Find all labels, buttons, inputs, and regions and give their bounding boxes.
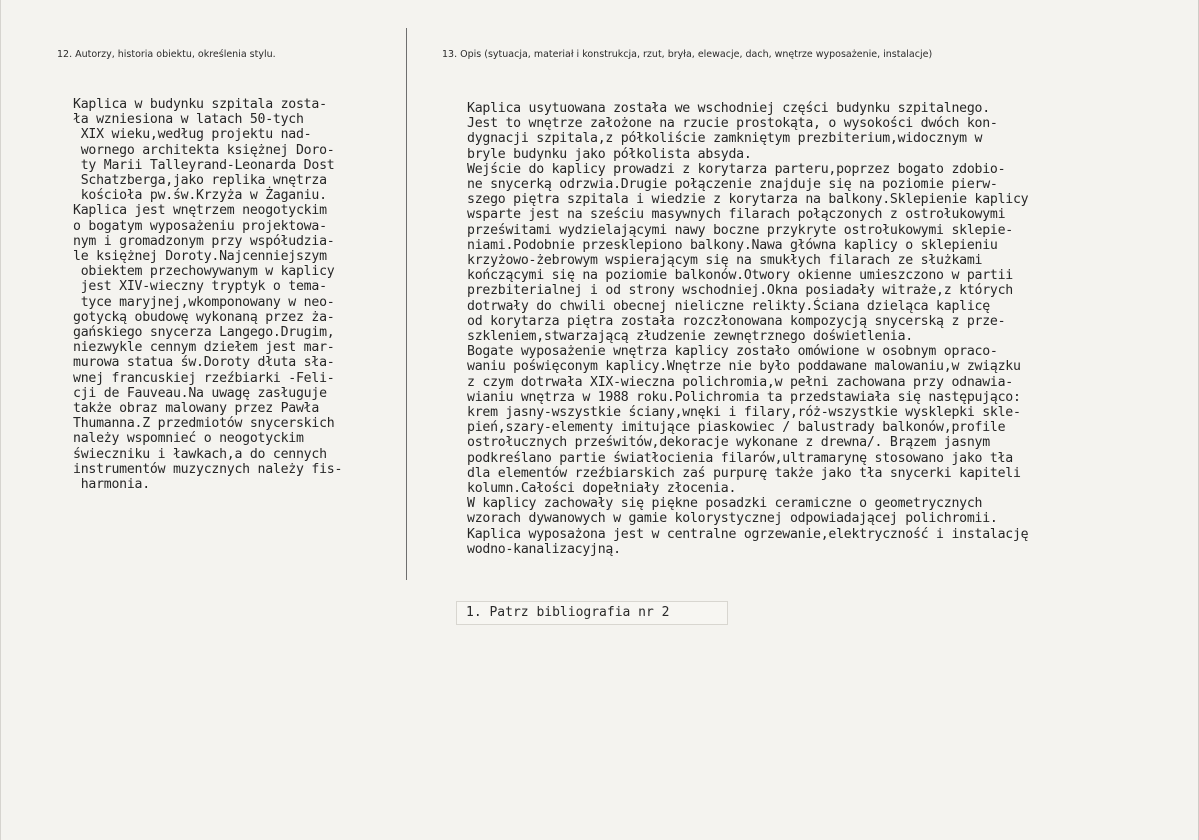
history-line: należy wspomnieć o neogotyckim bbox=[73, 431, 304, 447]
history-line: instrumentów muzycznych należy fis- bbox=[73, 461, 343, 477]
description-line: Wejście do kaplicy prowadzi z korytarza parteru,poprzez bogato zdobio- bbox=[467, 161, 1006, 177]
description-line: dla elementów rzeźbiarskich zaś purpurę także jako tła snycerki kapiteli bbox=[467, 465, 1021, 481]
description-line: szego piętra szpitala i wiedzie z korytarza na balkony.Sklepienie kaplicy bbox=[467, 192, 1029, 208]
description-text bbox=[467, 101, 1028, 557]
description-line: szkleniem,stwarzającą złudzenie zewnętrznego doświetlenia. bbox=[467, 329, 913, 345]
description-line: wodno-kanalizacyjną. bbox=[467, 541, 621, 557]
description-line: niami.Podobnie przesklepiono balkony.Nawa główna kaplicy o sklepieniu bbox=[467, 237, 998, 253]
description-line: W kaplicy zachowały się piękne posadzki ceramiczne o geometrycznych bbox=[467, 496, 983, 512]
history-line: jest XIV-wieczny tryptyk o tema- bbox=[73, 279, 327, 295]
history-line: niezwykle cennym dziełem jest mar- bbox=[73, 340, 335, 356]
history-line: wnej francuskiej rzeźbiarki -Feli- bbox=[73, 370, 335, 386]
description-line: podkreślano partie światłocienia filarów,ultramarynę stosowano jako tła bbox=[467, 450, 1013, 466]
history-line: Kaplica jest wnętrzem neogotyckim bbox=[73, 203, 327, 219]
history-line: XIX wieku,według projektu nad- bbox=[73, 127, 312, 143]
description-line: od korytarza piętra została rozczłonowana kompozycją snycerską z prze- bbox=[467, 313, 1006, 329]
description-line: dotrwały do chwili obecnej nieliczne relikty.Ściana dzieląca kaplicę bbox=[467, 298, 990, 314]
section-12-header: 12. Autorzy, historia obiektu, określenia stylu. bbox=[57, 49, 276, 60]
description-line: kończącymi się na poziomie balkonów.Otwory okienne umieszczono w partii bbox=[467, 268, 1013, 284]
description-line: z czym dotrwała XIX-wieczna polichromia,w pełni zachowana przy odnawia- bbox=[467, 374, 1013, 390]
history-line: także obraz malowany przez Pawła bbox=[73, 401, 320, 417]
history-line: murowa statua św.Doroty dłuta sła- bbox=[73, 355, 335, 371]
description-line: dygnacji szpitala,z półkoliście zamkniętym prezbiterium,widocznym w bbox=[467, 131, 983, 147]
history-line: ła wzniesiona w latach 50-tych bbox=[73, 112, 304, 128]
description-line: prześwitami wydzielającymi nawy boczne przykryte ostrołukowymi sklepie- bbox=[467, 222, 1013, 238]
bibliography-note: 1. Patrz bibliografia nr 2 bbox=[456, 601, 728, 625]
history-line: harmonia. bbox=[73, 477, 150, 493]
history-line: Thumanna.Z przedmiotów snycerskich bbox=[73, 416, 335, 432]
description-line: krem jasny-wszystkie ściany,wnęki i filary,róż-wszystkie wysklepki skle- bbox=[467, 405, 1021, 421]
history-line: cji de Fauveau.Na uwagę zasługuje bbox=[73, 385, 327, 401]
history-line: Schatzberga,jako replika wnętrza bbox=[73, 173, 327, 189]
description-line: kolumn.Całości dopełniały złocenia. bbox=[467, 481, 737, 497]
history-line: nym i gromadzonym przy współudzia- bbox=[73, 233, 335, 249]
history-line: le księżnej Doroty.Najcenniejszym bbox=[73, 249, 327, 265]
history-line: gotycką obudowę wykonaną przez ża- bbox=[73, 309, 335, 325]
description-line: waniu poświęconym kaplicy.Wnętrze nie było poddawane malowaniu,w związku bbox=[467, 359, 1021, 375]
history-line: ty Marii Talleyrand-Leonarda Dost bbox=[73, 157, 335, 173]
description-line: Jest to wnętrze założone na rzucie prostokąta, o wysokości dwóch kon- bbox=[467, 116, 998, 132]
history-line: Kaplica w budynku szpitala zosta- bbox=[73, 97, 327, 112]
description-line: Kaplica wyposażona jest w centralne ogrzewanie,elektryczność i instalację bbox=[467, 526, 1029, 542]
history-line: kościoła pw.św.Krzyża w Żaganiu. bbox=[73, 188, 327, 204]
description-line: prezbiterialnej i od strony wschodniej.Okna posiadały witraże,z których bbox=[467, 283, 1013, 299]
description-line: krzyżowo-żebrowym wspierającym się na smukłych filarach ze służkami bbox=[467, 253, 983, 269]
description-line: wzorach dywanowych w gamie kolorystycznej odpowiadającej polichromii. bbox=[467, 511, 998, 527]
description-line: ne snycerką odrzwia.Drugie połączenie znajduje się na poziomie pierw- bbox=[467, 177, 998, 193]
column-divider bbox=[406, 28, 407, 580]
description-line: Kaplica usytuowana została we wschodniej części budynku szpitalnego. bbox=[467, 101, 990, 116]
history-text bbox=[73, 97, 342, 492]
history-line: wornego architekta księżnej Doro- bbox=[73, 142, 335, 158]
history-line: tyce maryjnej,wkomponowany w neo- bbox=[73, 294, 335, 310]
history-line: o bogatym wyposażeniu projektowa- bbox=[73, 218, 327, 234]
description-line: Bogate wyposażenie wnętrza kaplicy zostało omówione w osobnym opraco- bbox=[467, 344, 998, 360]
section-13-header: 13. Opis (sytuacja, materiał i konstrukcja, rzut, bryła, elewacje, dach, wnętrze wyposażenie, instalacje) bbox=[442, 49, 933, 60]
description-line: ostrołucznych prześwitów,dekoracje wykonane z drewna/. Brązem jasnym bbox=[467, 435, 990, 451]
description-line: wianiu wnętrza w 1988 roku.Polichromia ta przedstawiała się następująco: bbox=[467, 389, 1021, 405]
description-line: wsparte jest na sześciu masywnych filarach połączonych z ostrołukowymi bbox=[467, 207, 1006, 223]
history-line: obiektem przechowywanym w kaplicy bbox=[73, 264, 335, 280]
history-line: świeczniku i ławkach,a do cennych bbox=[73, 446, 327, 462]
history-line: gańskiego snycerza Langego.Drugim, bbox=[73, 325, 335, 341]
description-line: bryle budynku jako półkolista absyda. bbox=[467, 146, 752, 162]
description-line: pień,szary-elementy imitujące piaskowiec / balustrady balkonów,profile bbox=[467, 420, 1006, 436]
